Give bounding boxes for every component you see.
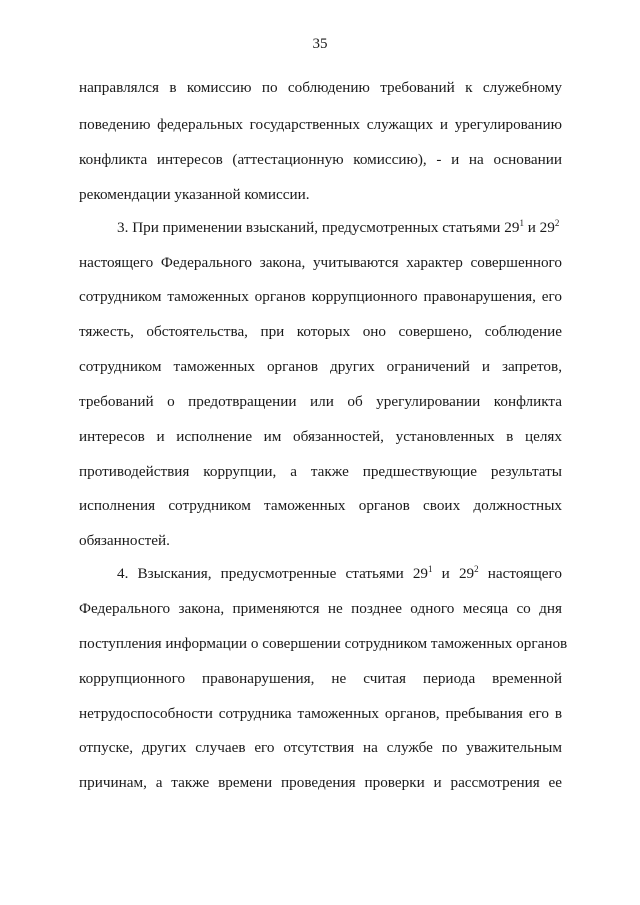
paragraph-1-line: рекомендации указанной комиссии. xyxy=(79,186,310,203)
superscript: 2 xyxy=(474,564,479,574)
paragraph-2-line: требований о предотвращении или об урегулировании конфликта xyxy=(79,393,562,410)
paragraph-2-line: сотрудником таможенных органов коррупционного правонарушения, его xyxy=(79,288,562,305)
paragraph-1-line: поведению федеральных государственных служащих и урегулированию xyxy=(79,116,562,133)
paragraph-2-text: 3. При применении взысканий, предусмотренных статьями 29 xyxy=(117,219,520,236)
paragraph-2-first-line xyxy=(117,218,562,238)
superscript: 1 xyxy=(428,564,433,574)
paragraph-2-line: настоящего Федерального закона, учитываются характер совершенного xyxy=(79,254,562,271)
paragraph-3-line: коррупционного правонарушения, не считая периода временной xyxy=(79,670,562,687)
paragraph-2-text: и 29 xyxy=(523,219,555,236)
paragraph-2-line: противодействия коррупции, а также предшествующие результаты xyxy=(79,463,562,480)
paragraph-3-text: и 29 xyxy=(432,565,475,582)
paragraph-2-line: сотрудником таможенных органов других ограничений и запретов, xyxy=(79,358,562,375)
paragraph-2-line: обязанностей. xyxy=(79,532,170,549)
paragraph-2-line: тяжесть, обстоятельства, при которых оно совершено, соблюдение xyxy=(79,323,562,340)
paragraph-3-line: Федерального закона, применяются не позднее одного месяца со дня xyxy=(79,600,562,617)
paragraph-1-line: конфликта интересов (аттестационную комиссию), - и на основании xyxy=(79,151,562,168)
paragraph-2-line: исполнения сотрудником таможенных органов своих должностных xyxy=(79,497,562,514)
paragraph-3-line: причинам, а также времени проведения проверки и рассмотрения ее xyxy=(79,774,562,791)
superscript: 2 xyxy=(554,218,560,228)
paragraph-3-line: нетрудоспособности сотрудника таможенных органов, пребывания его в xyxy=(79,705,562,722)
paragraph-3-line: отпуске, других случаев его отсутствия на службе по уважительным xyxy=(79,739,562,756)
paragraph-3-line: поступления информации о совершении сотрудником таможенных органов xyxy=(79,635,568,652)
paragraph-2-line: интересов и исполнение им обязанностей, установленных в целях xyxy=(79,428,562,445)
paragraph-3-text: 4. Взыскания, предусмотренные статьями 29 xyxy=(117,565,429,582)
paragraph-3-first-line xyxy=(117,564,562,584)
paragraph-3-text: настоящего xyxy=(478,565,562,582)
page-number: 35 xyxy=(312,36,328,52)
paragraph-1-line: направлялся в комиссию по соблюдению требований к служебному xyxy=(79,79,562,96)
superscript: 1 xyxy=(519,218,524,228)
